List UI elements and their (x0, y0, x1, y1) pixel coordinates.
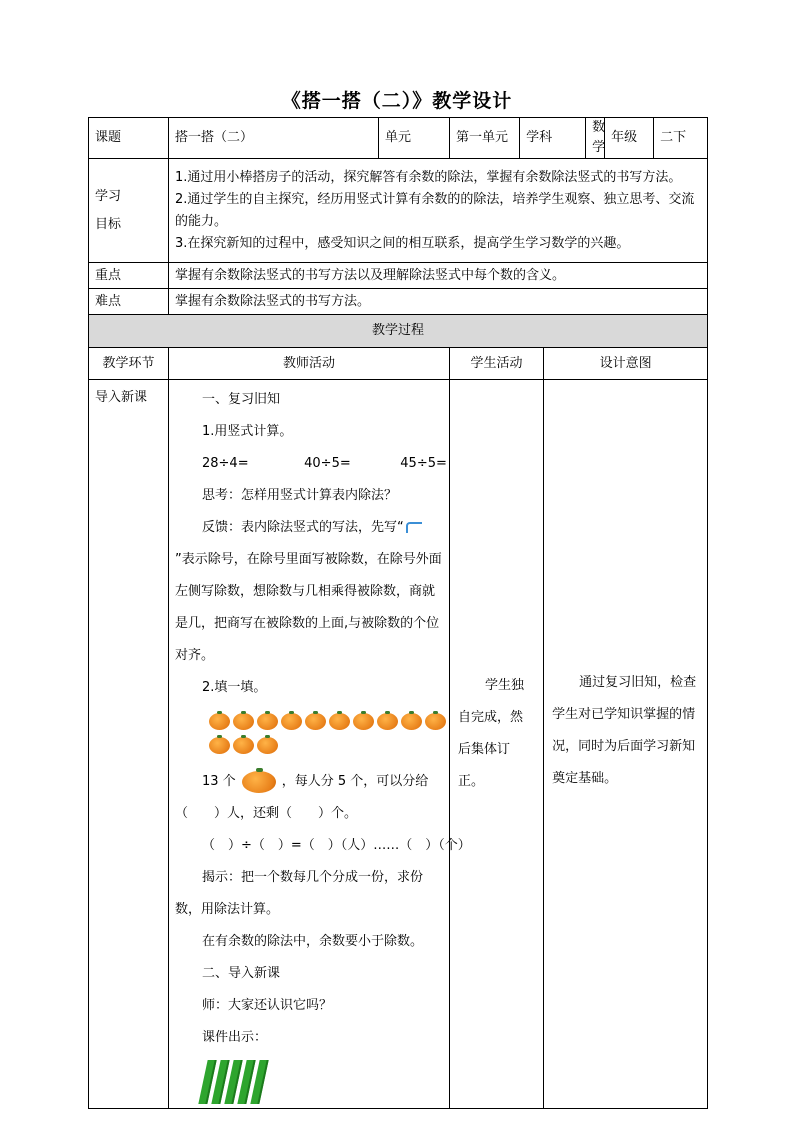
review-heading: 一、复习旧知 (202, 392, 281, 407)
orange-icon (425, 713, 446, 730)
goals-row (89, 159, 708, 263)
orange-icon (305, 713, 326, 730)
orange-icon (233, 737, 254, 754)
teacher-question: 师：大家还认识它吗？ (202, 998, 333, 1013)
col-intent-header: 设计意图 (544, 348, 708, 380)
unit-label: 单元 (379, 118, 450, 159)
fill-text: 13 个 ，每人分 5 个，可以分给（ ）人，还剩（ ）个。 (175, 766, 443, 830)
key-row (89, 263, 708, 289)
col-stage-header: 教学环节 (89, 348, 169, 380)
orange-icon (401, 713, 422, 730)
courseware-text: 课件出示： (202, 1030, 268, 1045)
orange-icon (257, 737, 278, 754)
process-header-row (89, 348, 708, 380)
difficulty-text: 掌握有余数除法竖式的书写方法。 (169, 289, 708, 315)
unit-value: 第一单元 (450, 118, 520, 159)
goal-item: 2.通过学生的自主探究，经历用竖式计算有余数的的除法，培养学生观察、独立思考、交流的能力。 (175, 191, 695, 229)
grade-label: 年级 (605, 118, 654, 159)
orange-icon (377, 713, 398, 730)
goal-item: 1.通过用小棒搭房子的活动，探究解答有余数的除法，掌握有余数除法竖式的书写方法。 (175, 169, 682, 185)
orange-icon (329, 713, 350, 730)
process-section-row (89, 315, 708, 348)
col-student-header: 学生活动 (450, 348, 544, 380)
goals-label: 学习 目标 (89, 159, 169, 263)
feedback-text: 反馈：表内除法竖式的写法，先写“”表示除号，在除号里面写被除数，在除号外面左侧写除数，想除数与几相乘得被除数，商就是几，把商写在被除数的上面,与被除数的个位对齐。 (175, 520, 442, 663)
division-bracket-icon (406, 522, 422, 533)
orange-icon (209, 737, 230, 754)
key-label: 重点 (89, 263, 169, 289)
topic-value: 搭一搭（二） (169, 118, 379, 159)
fill-equation: （ ）÷（ ）=（ ）（人）……（ ）（个） (202, 838, 471, 853)
info-row (89, 118, 708, 159)
goal-item: 3.在探究新知的过程中，感受知识之间的相互联系，提高学生学习数学的兴趣。 (175, 235, 630, 251)
orange-icon (281, 713, 302, 730)
col-teacher-header: 教师活动 (169, 348, 450, 380)
process-row (89, 380, 708, 1109)
question-2: 2.填一填。 (202, 680, 267, 695)
difficulty-row (89, 289, 708, 315)
equation-2: 40÷5= (304, 456, 351, 471)
subject-value: 数学 (586, 118, 605, 159)
equation-1: 28÷4= (202, 456, 249, 471)
reveal-text: 揭示：把一个数每几个分成一份，求份数，用除法计算。 (175, 870, 424, 917)
remainder-text: 在有余数的除法中，余数要小于除数。 (202, 934, 424, 949)
page-title: 《搭一搭（二）》教学设计 (281, 90, 513, 112)
sticks-picture (175, 1054, 443, 1108)
student-activity: 学生独自完成，然后集体订正。 (450, 380, 544, 1109)
process-section-title: 教学过程 (89, 315, 708, 348)
orange-icon (233, 713, 254, 730)
question-1: 1.用竖式计算。 (202, 424, 293, 439)
think-text: 思考：怎样用竖式计算表内除法？ (202, 488, 398, 503)
design-intent: 通过复习旧知，检查学生对已学知识掌握的情况，同时为后面学习新知奠定基础。 (544, 380, 708, 1109)
grade-value: 二下 (654, 118, 708, 159)
goals-content (169, 159, 708, 263)
key-text: 掌握有余数除法竖式的书写方法以及理解除法竖式中每个数的含义。 (169, 263, 708, 289)
oranges-picture (175, 704, 459, 758)
difficulty-label: 难点 (89, 289, 169, 315)
lesson-plan-table (88, 117, 708, 1109)
teacher-activity (169, 380, 471, 1109)
subject-label: 学科 (520, 118, 586, 159)
orange-icon (242, 771, 276, 793)
equations (175, 448, 447, 480)
orange-icon (209, 713, 230, 730)
intro-heading: 二、导入新课 (202, 966, 281, 981)
orange-icon (257, 713, 278, 730)
orange-icon (353, 713, 374, 730)
equation-3: 45÷5= (400, 456, 447, 471)
topic-label: 课题 (89, 118, 169, 159)
stage-cell: 导入新课 (89, 380, 169, 1109)
